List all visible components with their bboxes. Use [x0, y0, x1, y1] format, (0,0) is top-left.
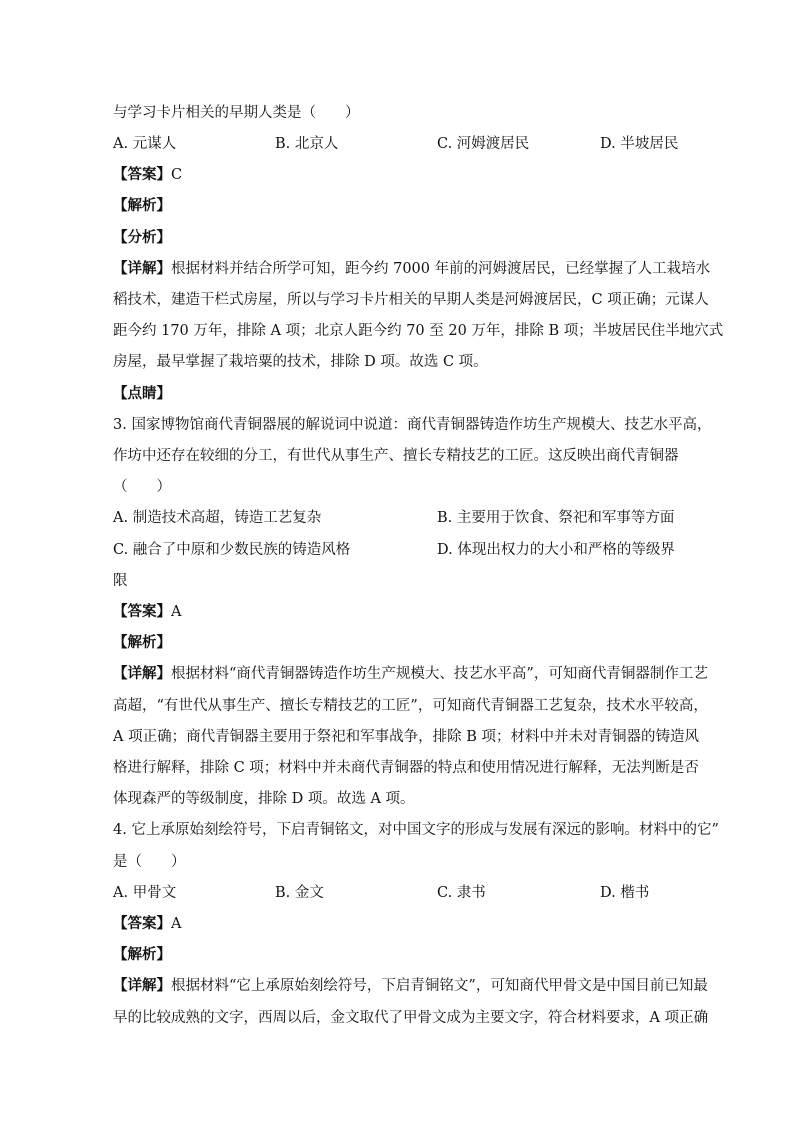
q2-option-c: C. 河姆渡居民: [437, 136, 530, 152]
q3-analysis-tag: 【解析】: [113, 634, 171, 651]
detail-text: 根据材料并结合所学可知，距今约 7000 年前的河姆渡居民，已经掌握了人工栽培水: [171, 261, 711, 277]
q3-detail-line: 体现森严的等级制度，排除 D 项。故选 A 项。: [113, 791, 415, 807]
q4-option-c: C. 隶书: [437, 885, 486, 901]
answer-value: A: [171, 604, 182, 620]
q2-analysis-tag: 【解析】: [113, 197, 171, 214]
q4-option-a: A. 甲骨文: [113, 885, 177, 901]
q3-stem-line: 3. 国家博物馆商代青铜器展的解说词中说道：商代青铜器铸造作坊生产规模大、技艺水平高，: [113, 417, 712, 433]
q3-answer: [113, 602, 181, 622]
detail-text: 根据材料“它上承原始刻绘符号，下启青铜铭文”，可知商代甲骨文是中国目前已知最: [171, 978, 708, 994]
q3-detail-line: A 项正确；商代青铜器主要用于祭祀和军事战争，排除 B 项；材料中并未对青铜器的铸造风: [113, 729, 699, 745]
q3-detail-line: 格进行解释，排除 C 项；材料中并未商代青铜器的特点和使用情况进行解释，无法判断是否: [113, 760, 699, 776]
answer-tag: 【答案】: [113, 166, 171, 183]
answer-tag: 【答案】: [113, 915, 171, 932]
q2-dianjing-tag: 【点睛】: [113, 385, 171, 402]
detail-tag: 【详解】: [113, 977, 171, 994]
q4-option-d: D. 楷书: [600, 885, 650, 901]
q2-answer: [113, 165, 182, 185]
q4-analysis-tag: 【解析】: [113, 946, 171, 963]
q3-detail-line: [113, 664, 708, 684]
q4-option-b: B. 金文: [275, 885, 324, 901]
q3-stem-line: （ ）: [113, 479, 171, 495]
q2-stem: 与学习卡片相关的早期人类是（ ）: [113, 105, 360, 121]
q4-stem-line: 是（ ）: [113, 854, 186, 870]
q3-option-c: C. 融合了中原和少数民族的铸造风格: [113, 542, 351, 558]
q3-option-a: A. 制造技术高超，铸造工艺复杂: [113, 510, 322, 526]
answer-value: C: [171, 167, 183, 183]
answer-value: A: [171, 916, 182, 932]
q4-stem-line: 4. 它上承原始刻绘符号，下启青铜铭文，对中国文字的形成与发展有深远的影响。材料中的它”: [113, 822, 719, 838]
answer-tag: 【答案】: [113, 603, 171, 620]
q2-fenxi-tag: 【分析】: [113, 229, 171, 246]
q4-detail-line: [113, 976, 708, 996]
q3-stem-line: 作坊中还存在较细的分工，有世代从事生产、擅长专精技艺的工匠。这反映出商代青铜器: [113, 448, 679, 464]
q2-detail-line: 房屋，最早掌握了栽培粟的技术，排除 D 项。故选 C 项。: [113, 354, 488, 370]
q2-detail-line: 稻技术，建造干栏式房屋，所以与学习卡片相关的早期人类是河姆渡居民，C 项正确；元谋人: [113, 292, 709, 308]
q2-detail-line: [113, 259, 710, 279]
q2-detail-line: 距今约 170 万年，排除 A 项；北京人距今约 70 至 20 万年，排除 B 项；半坡居民住半地穴式: [113, 323, 724, 339]
q2-option-b: B. 北京人: [275, 136, 339, 152]
q3-option-b: B. 主要用于饮食、祭祀和军事等方面: [437, 510, 675, 526]
detail-tag: 【详解】: [113, 260, 171, 277]
q2-option-a: A. 元谋人: [113, 136, 177, 152]
detail-text: 根据材料“商代青铜器铸造作坊生产规模大、技艺水平高”，可知商代青铜器制作工艺: [171, 666, 708, 682]
q3-option-d: D. 体现出权力的大小和严格的等级界: [437, 542, 675, 558]
q4-answer: [113, 914, 181, 934]
detail-tag: 【详解】: [113, 665, 171, 682]
q3-option-d-wrap: 限: [113, 573, 128, 589]
q3-detail-line: 高超，“有世代从事生产、擅长专精技艺的工匠”，可知商代青铜器工艺复杂，技术水平较高，: [113, 698, 708, 714]
q2-option-d: D. 半坡居民: [600, 136, 679, 152]
q4-detail-line: 早的比较成熟的文字，西周以后，金文取代了甲骨文成为主要文字，符合材料要求，A 项正确: [113, 1010, 709, 1026]
